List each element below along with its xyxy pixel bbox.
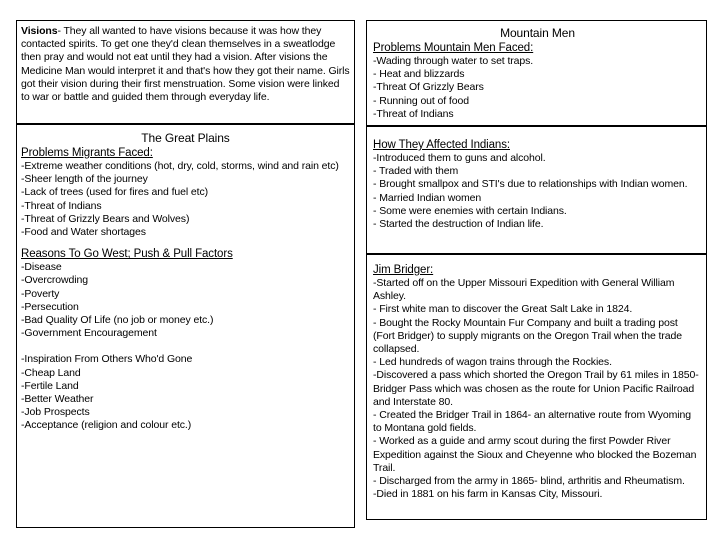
list-item: -Acceptance (religion and colour etc.) <box>21 419 192 432</box>
list-item: -Inspiration From Others Who'd Gone <box>21 353 193 366</box>
mountain-men-title: Mountain Men <box>500 26 575 40</box>
list-item: -Sheer length of the journey <box>21 173 148 186</box>
migrant-problems-list <box>21 160 350 239</box>
list-item: - Some were enemies with certain Indians. <box>373 204 567 217</box>
list-item: -Discovered a pass which shorted the Oregon Trail by 61 miles in 1850- Bridger Pass which was chosen as the route for Union Pacific Railroad and Interstate 80. <box>373 369 702 408</box>
migrant-problems-heading: Problems Migrants Faced: <box>21 147 153 159</box>
list-item: -Bad Quality Of Life (no job or money etc.) <box>21 314 214 327</box>
list-item: -Died in 1881 on his farm in Kansas City, Missouri. <box>373 488 603 501</box>
list-item: -Persecution <box>21 300 79 313</box>
pull-factors-list <box>21 353 350 432</box>
great-plains-box <box>16 124 355 528</box>
list-item: -Disease <box>21 261 62 274</box>
jim-bridger-box <box>366 254 707 520</box>
list-item: -Threat of Indians <box>21 199 102 212</box>
mountain-men-box <box>366 20 707 126</box>
list-item: -Started off on the Upper Missouri Expedition with General William Ashley. <box>373 277 677 303</box>
list-item: -Threat of Indians <box>373 107 454 120</box>
mountain-men-problems-heading: Problems Mountain Men Faced: <box>373 42 534 54</box>
list-item: - Married Indian women <box>373 191 482 204</box>
list-item: -Introduced them to guns and alcohol. <box>373 152 546 164</box>
list-item: - Created the Bridger Trail in 1864- an alternative route from Wyoming to Montana gold fields. <box>373 409 694 435</box>
list-item: -Extreme weather conditions (hot, dry, cold, storms, wind and rain etc) <box>21 160 339 172</box>
jim-bridger-facts <box>373 277 702 501</box>
list-item: -Job Prospects <box>21 406 90 419</box>
list-item: -Fertile Land <box>21 379 79 392</box>
visions-box <box>16 20 355 124</box>
great-plains-title: The Great Plains <box>141 131 230 145</box>
push-factors-list <box>21 261 350 340</box>
list-item: - Worked as a guide and army scout during the first Powder River Expedition against the Sioux and Cheyenne who blocked the Bozeman Trail. <box>373 435 699 474</box>
list-item: -Lack of trees (used for fires and fuel etc) <box>21 186 209 199</box>
list-item: - Started the destruction of Indian life. <box>373 218 544 231</box>
list-item: - Bought the Rocky Mountain Fur Company and built a trading post (Fort Bridger) to supply migrants on the Oregon Trail when the trade collapsed. <box>373 316 685 356</box>
list-item: - Led hundreds of wagon trains through the Rockies. <box>373 356 612 369</box>
list-item: - Brought smallpox and STI's due to relationships with Indian women. <box>373 178 688 191</box>
affected-indians-box <box>366 126 707 254</box>
list-item: -Threat of Grizzly Bears and Wolves) <box>21 212 190 225</box>
reasons-heading: Reasons To Go West; Push & Pull Factors <box>21 248 233 261</box>
list-item: -Threat Of Grizzly Bears <box>373 81 484 94</box>
list-item: -Overcrowding <box>21 274 88 287</box>
list-item: -Wading through water to set traps. <box>373 55 534 67</box>
visions-label: Visions <box>21 25 58 37</box>
list-item: -Better Weather <box>21 393 94 406</box>
list-item: - Discharged from the army in 1865- blind, arthritis and Rheumatism. <box>373 475 685 488</box>
affected-indians-list <box>373 152 702 231</box>
jim-bridger-heading: Jim Bridger: <box>373 264 434 276</box>
list-item: -Government Encouragement <box>21 327 157 340</box>
list-item: - Heat and blizzards <box>373 68 465 81</box>
list-item: - Traded with them <box>373 165 459 178</box>
list-item: -Poverty <box>21 287 60 300</box>
list-item: - First white man to discover the Great Salt Lake in 1824. <box>373 303 633 316</box>
visions-text: - They all wanted to have visions because it was how they contacted spirits. To get one they'd clean themselves in a sweatlodge then pray and would not eat until they had a vision. After visions the Medicine Man would interpret it and that's how they got their name. Girls got their vision during their first menstruation. Some vision were linked to war or battle and guided them through everyday life. <box>21 25 350 104</box>
list-item: - Running out of food <box>373 94 469 107</box>
list-item: -Food and Water shortages <box>21 226 146 239</box>
mountain-men-problems-list <box>373 55 702 121</box>
affected-indians-heading: How They Affected Indians: <box>373 139 510 151</box>
list-item: -Cheap Land <box>21 366 81 379</box>
